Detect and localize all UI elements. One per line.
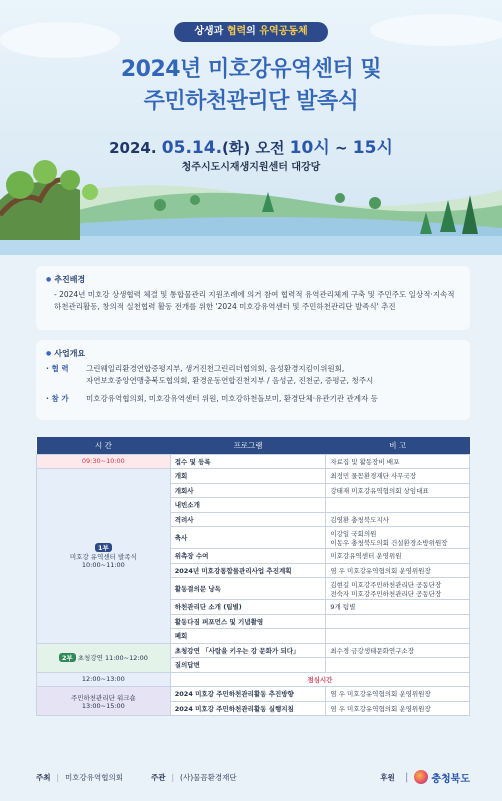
- sponsor-block: [380, 770, 470, 785]
- program-cell: 폐회: [170, 629, 326, 644]
- header-note: 비 고: [326, 437, 470, 454]
- lunch-label: 점심시간: [170, 672, 469, 687]
- note-line-1: 이강일 국회의원: [330, 529, 377, 538]
- venue: 청주시도시재생지원센터 대강당: [181, 162, 321, 173]
- program-cell: 축사: [170, 527, 326, 549]
- background-heading: ● 추진배경: [46, 274, 460, 286]
- header-program: 프로그램: [170, 437, 326, 454]
- program-cell: 위촉장 수여: [170, 549, 326, 564]
- program-cell: 활동결의문 낭독: [170, 578, 326, 600]
- sponsor-label: 후원: [380, 772, 395, 782]
- part1-cell: [37, 469, 171, 644]
- table-row: [37, 672, 470, 687]
- qa-program: 질의답변: [170, 658, 326, 673]
- registration-program: 접수 및 등록: [170, 454, 326, 469]
- lecture-program: 초청강연 「사람을 키우는 강 문화가 되다」: [170, 643, 326, 658]
- qa-note: [326, 658, 470, 673]
- overview-heading: ● 사업개요: [46, 348, 460, 360]
- tagline-badge: [174, 22, 328, 42]
- workshop-title: 주민하천관리단 워크숍: [70, 693, 136, 702]
- note-cell: [326, 578, 470, 600]
- workshop-cell: [37, 687, 171, 716]
- cooperate-row: [46, 363, 460, 387]
- program-cell: 개회사: [170, 483, 326, 498]
- note-cell: [326, 527, 470, 549]
- note-cell: 9개 팀별: [326, 600, 470, 615]
- tagline-highlight-2: 유역공동체: [259, 26, 308, 37]
- note-cell: [326, 614, 470, 629]
- program-cell: 활동다짐 퍼포먼스 및 기념촬영: [170, 614, 326, 629]
- note-cell: 김영환 충청북도지사: [326, 512, 470, 527]
- attend-text: 미호강유역협의회, 미호강유역센터 위원, 미호강하천돌보미, 환경단체·유관기관 관계자 등: [86, 394, 378, 403]
- cooperate-line-1: 그린웨일리환경연합증평지부, 생거진천그린리더협의회, 음성환경지킴이위원회,: [86, 364, 345, 373]
- note-cell: 미호강유역센터 운영위원: [326, 549, 470, 564]
- program-cell: 2024 미호강 주민하천관리활동 실행지침: [170, 701, 326, 716]
- event-date: [0, 133, 502, 158]
- chungbuk-logo-icon: [414, 770, 428, 784]
- footer-divider: |: [404, 771, 409, 783]
- program-cell: 격려사: [170, 512, 326, 527]
- time-start: 10시: [289, 138, 330, 158]
- date-month-day: 05.14.: [161, 138, 223, 158]
- attend-row: [46, 393, 460, 405]
- tagline-mid: 의: [246, 26, 260, 37]
- note-cell: 최정민 물꼼환경재단 사무국장: [326, 469, 470, 484]
- note-cell: 강태재 미호강유역협의회 상임대표: [326, 483, 470, 498]
- note-cell: 염 우 미호강유역협의회 운영위원장: [326, 687, 470, 702]
- title-line-1: 2024년 미호강유역센터 및: [120, 57, 382, 82]
- host-name: 미호강유역협의회: [65, 772, 123, 782]
- date-weekday: (화) 오전: [222, 139, 290, 157]
- note-line-1: 김현길 미호강주민하천관리단 공동단장: [330, 580, 442, 589]
- part2-badge: 2부: [59, 653, 76, 662]
- program-cell: 하천관리단 소개 (팀별): [170, 600, 326, 615]
- note-cell: 염 우 미호강유역협의회 운영위원장: [326, 563, 470, 578]
- attend-label: · 참 가: [46, 394, 69, 403]
- time-separator: ~: [329, 139, 353, 157]
- part1-title: 미호강 유역센터 발족식: [69, 552, 137, 561]
- tagline-pre: 상생과: [194, 26, 227, 37]
- time-end: 15시: [352, 138, 393, 158]
- part1-badge: 1부: [95, 543, 112, 552]
- overview-section: [36, 340, 470, 420]
- program-cell: 내빈소개: [170, 498, 326, 513]
- date-year: 2024.: [109, 139, 162, 157]
- lecture-note: 최수경 금강생태문화연구소장: [326, 643, 470, 658]
- table-row: [37, 454, 470, 469]
- table-row: [37, 687, 470, 702]
- background-section: [36, 266, 470, 330]
- title-line-2: 주민하천관리단 발족식: [143, 89, 359, 114]
- tagline-highlight-1: 협력: [226, 26, 247, 37]
- registration-time: 09:30~10:00: [37, 454, 171, 469]
- header-time: 시 간: [37, 437, 171, 454]
- background-text: - 2024년 미호강 상생협력 체결 및 통합물관리 지원조례에 의거 참여 협력적 유역관리체계 구축 및 주민주도 일상적·지속적 하천관리활동, 창의적 실천협력 활동 전개를 위한 '2024 미호강유역센터 및 주민하천관리단 발족식' 추진: [54, 290, 455, 311]
- footer: [36, 765, 470, 789]
- note-cell: [326, 498, 470, 513]
- lunch-time: 12:00~13:00: [37, 672, 171, 687]
- footer-divider: |: [171, 772, 175, 782]
- footer-divider: |: [56, 772, 60, 782]
- host-label: 주최: [36, 772, 51, 782]
- part2-cell: [37, 643, 171, 672]
- table-row: [37, 469, 470, 484]
- schedule-table: [36, 437, 470, 716]
- program-cell: 개회: [170, 469, 326, 484]
- note-cell: [326, 629, 470, 644]
- hero-banner: [0, 0, 502, 255]
- registration-note: 자료집 및 활동장비 배포: [326, 454, 470, 469]
- note-line-2: 전숙자 미호강주민하천관리단 공동단장: [330, 589, 442, 598]
- organizer-name: (사)물꼼환경재단: [180, 772, 237, 782]
- table-row: [37, 643, 470, 658]
- schedule-header: [37, 437, 470, 454]
- note-line-2: 이동우 충청북도의회 건설환경소방위원장: [330, 538, 448, 547]
- workshop-time: 13:00~15:00: [81, 701, 125, 710]
- cooperate-line-2: 자연보호중앙연맹충북도협의회, 환경운동연합진천지부 / 음성군, 진천군, 증평군, 청주시: [86, 376, 374, 385]
- cooperate-label: · 협 력: [46, 364, 69, 373]
- sponsor-name: 충청북도: [431, 773, 470, 785]
- organizer-label: 주관: [151, 772, 166, 782]
- program-cell: 2024년 미호강통합물관리사업 추진계획: [170, 563, 326, 578]
- part1-time: 10:00~11:00: [81, 560, 125, 569]
- program-cell: 2024 미호강 주민하천관리활동 추진방향: [170, 687, 326, 702]
- part2-title: 초청강연 11:00~12:00: [77, 654, 148, 662]
- note-cell: 염 우 미호강유역협의회 운영위원장: [326, 701, 470, 716]
